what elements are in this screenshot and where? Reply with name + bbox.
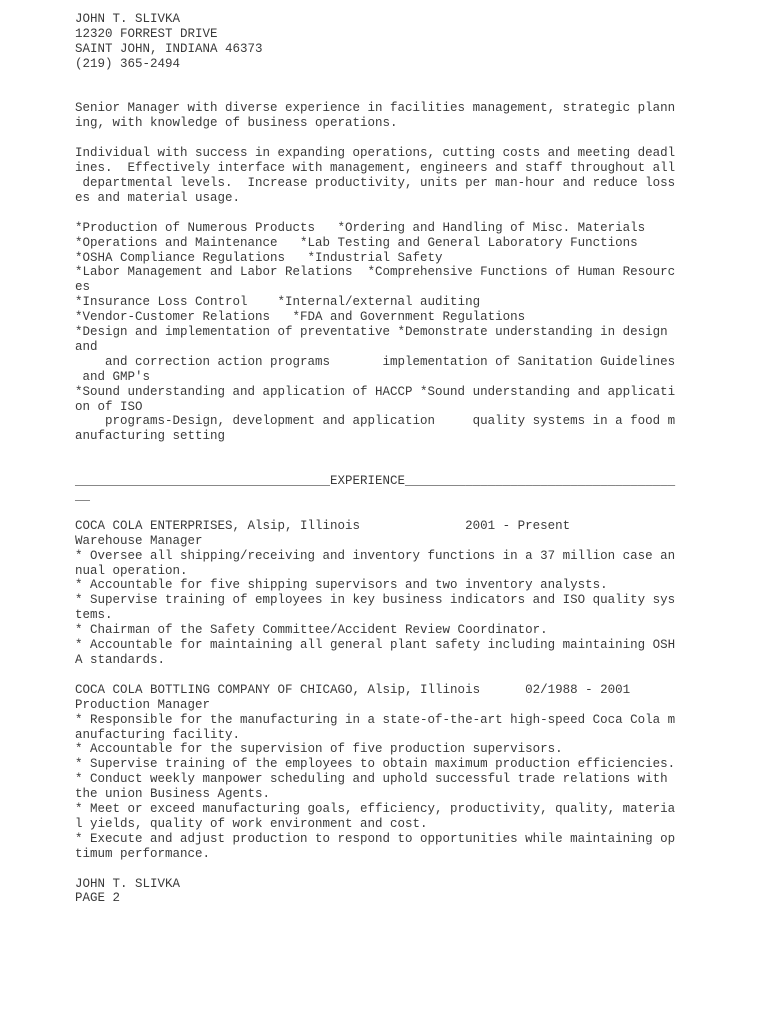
text-line: tems.	[75, 608, 113, 623]
text-line: anufacturing setting	[75, 429, 226, 444]
text-line: COCA COLA BOTTLING COMPANY OF CHICAGO, Alsip, Illinois 02/1988 - 2001	[75, 682, 631, 697]
text-line: ing, with knowledge of business operations.	[75, 116, 398, 131]
text-line	[75, 87, 675, 102]
text-line: * Accountable for maintaining all general plant safety including maintaining OSH	[75, 638, 676, 653]
text-line: * Supervise training of the employees to obtain maximum production efficiencies.	[75, 757, 676, 772]
text-line: es	[75, 280, 91, 295]
text-line	[75, 504, 675, 519]
text-line: *OSHA Compliance Regulations *Industrial Safety	[75, 250, 443, 265]
text-line	[75, 72, 675, 87]
text-line: A standards.	[75, 652, 166, 667]
text-line: and	[75, 339, 98, 354]
text-line: PAGE 2	[75, 891, 121, 906]
text-line: and GMP's	[75, 369, 151, 384]
text-line: *Insurance Loss Control *Internal/external auditing	[75, 295, 481, 310]
text-line: *Design and implementation of preventative *Demonstrate understanding in design	[75, 325, 668, 340]
text-line: JOHN T. SLIVKA	[75, 12, 181, 26]
text-line: l yields, quality of work environment and cost.	[75, 816, 428, 831]
text-line: * Responsible for the manufacturing in a state-of-the-art high-speed Coca Cola m	[75, 712, 676, 727]
text-line: SAINT JOHN, INDIANA 46373	[75, 41, 263, 56]
text-line: programs-Design, development and application quality systems in a food m	[75, 414, 676, 429]
text-line	[75, 444, 675, 459]
text-line	[75, 459, 675, 474]
text-line: anufacturing facility.	[75, 727, 241, 742]
text-line: *Production of Numerous Products *Ordering and Handling of Misc. Materials	[75, 220, 646, 235]
text-line: and correction action programs implementation of Sanitation Guidelines	[75, 354, 676, 369]
text-line: * Accountable for five shipping supervisors and two inventory analysts.	[75, 578, 608, 593]
text-line: *Vendor-Customer Relations *FDA and Government Regulations	[75, 310, 526, 325]
text-line: * Chairman of the Safety Committee/Accident Review Coordinator.	[75, 623, 548, 638]
text-line: * Conduct weekly manpower scheduling and uphold successful trade relations with	[75, 772, 668, 787]
text-line: __________________________________EXPERIENCE____________________________________	[75, 474, 676, 489]
text-line: * Execute and adjust production to respond to opportunities while maintaining op	[75, 831, 676, 846]
text-line: *Sound understanding and application of HACCP *Sound understanding and applicati	[75, 384, 676, 399]
text-line	[75, 862, 675, 877]
text-line	[75, 206, 675, 221]
text-line: *Operations and Maintenance *Lab Testing and General Laboratory Functions	[75, 235, 638, 250]
text-line: the union Business Agents.	[75, 787, 271, 802]
text-line: * Meet or exceed manufacturing goals, efficiency, productivity, quality, materia	[75, 802, 676, 817]
text-line: Individual with success in expanding operations, cutting costs and meeting deadl	[75, 146, 676, 161]
text-line: timum performance.	[75, 846, 211, 861]
text-line: 12320 FORREST DRIVE	[75, 26, 218, 41]
text-line: (219) 365-2494	[75, 56, 181, 71]
text-line: * Accountable for the supervision of five production supervisors.	[75, 742, 563, 757]
text-line: __	[75, 489, 91, 503]
text-line: ines. Effectively interface with management, engineers and staff throughout all	[75, 161, 676, 176]
text-line	[75, 131, 675, 146]
text-line: departmental levels. Increase productivity, units per man-hour and reduce loss	[75, 175, 676, 190]
text-line: Senior Manager with diverse experience in facilities management, strategic plann	[75, 101, 676, 116]
text-line: on of ISO	[75, 399, 143, 414]
text-line: nual operation.	[75, 563, 188, 578]
text-line: COCA COLA ENTERPRISES, Alsip, Illinois 2001 - Present	[75, 518, 571, 533]
text-line: * Supervise training of employees in key business indicators and ISO quality sys	[75, 593, 676, 608]
text-line: Warehouse Manager	[75, 533, 203, 548]
text-line: * Oversee all shipping/receiving and inventory functions in a 37 million case an	[75, 548, 676, 563]
text-line	[75, 668, 675, 683]
text-line: *Labor Management and Labor Relations *Comprehensive Functions of Human Resourc	[75, 265, 676, 280]
text-line: Production Manager	[75, 697, 211, 712]
text-line: es and material usage.	[75, 190, 241, 205]
text-line: JOHN T. SLIVKA	[75, 876, 181, 891]
resume-document	[75, 12, 675, 906]
